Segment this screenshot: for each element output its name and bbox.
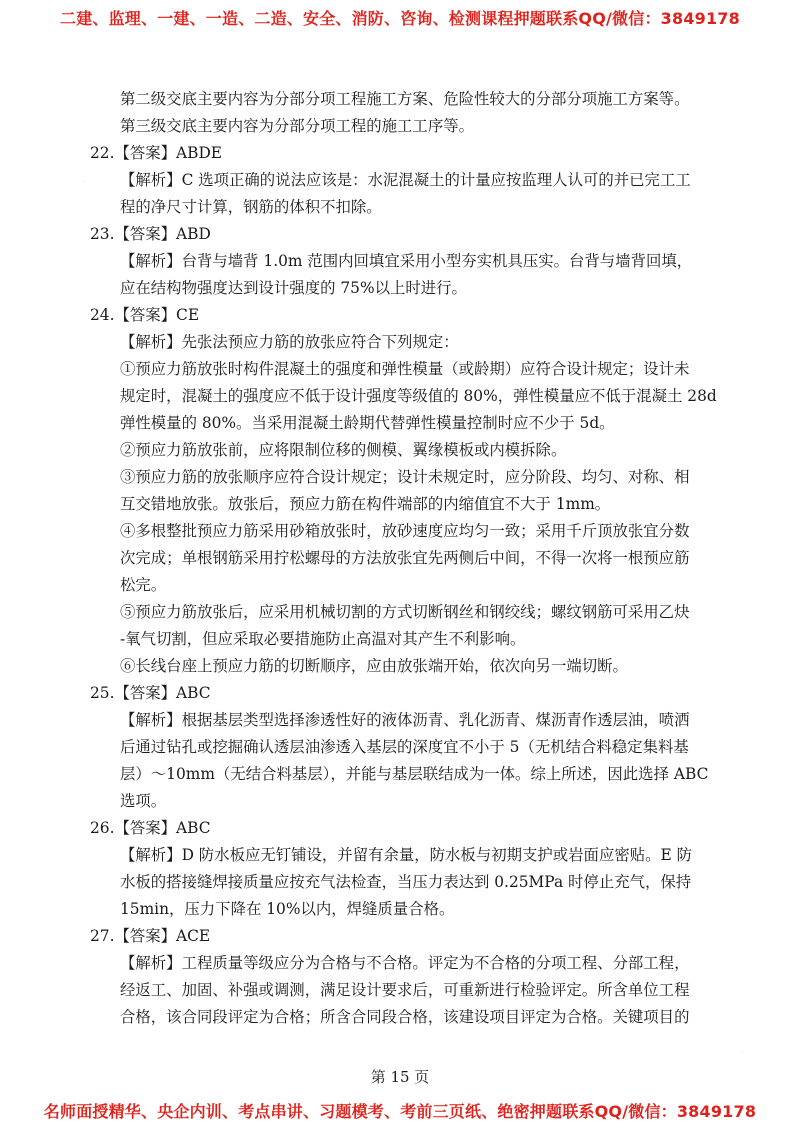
analysis-line: -氧气切割，但应采取必要措施防止高温对其产生不利影响。 [120,630,526,648]
analysis-line: ⑥长线台座上预应力筋的切断顺序，应由放张端开始，依次向另一端切断。 [120,657,628,675]
document-body [90,86,720,1031]
answer-26-head: 26.【答案】ABC [90,819,211,837]
analysis-line: 水板的搭接缝焊接质量应按充气法检查，当压力表达到 0.25MPa 时停止充气，保持 [120,873,692,891]
analysis-line: 后通过钻孔或挖掘确认透层油渗透入基层的深度宜不小于 5（无机结合料稳定集料基 [120,738,689,756]
analysis-line: 规定时，混凝土的强度应不低于设计强度等级值的 80%，弹性模量应不低于混凝土 28d [120,387,717,405]
analysis-line: ④多根整批预应力筋采用砂箱放张时，放砂速度应均匀一致；采用千斤顶放张宜分数 [120,522,690,540]
analysis-line: 互交错地放张。放张后，预应力筋在构件端部的内缩值宜不大于 1mm。 [120,495,611,513]
analysis-line: 选项。 [120,792,167,810]
analysis-line: 【解析】D 防水板应无钉铺设，并留有余量，防水板与初期支护或岩面应密贴。E 防 [120,846,693,864]
analysis-line: 【解析】C 选项正确的说法应该是：水泥混凝土的计量应按监理人认可的并已完工工 [120,171,691,189]
analysis-line: ③预应力筋的放张顺序应符合设计规定；设计未规定时，应分阶段、均匀、对称、相 [120,468,690,486]
analysis-line: 程的净尺寸计算，钢筋的体积不扣除。 [120,198,382,216]
analysis-line: 【解析】根据基层类型选择渗透性好的液体沥青、乳化沥青、煤沥青作透层油，喷洒 [120,711,690,729]
analysis-line: 层）～10mm（无结合料基层），并能与基层联结成为一体。综上所述，因此选择 ABC [120,765,709,783]
analysis-line: 经返工、加固、补强或调测，满足设计要求后，可重新进行检验评定。所含单位工程 [120,981,690,999]
analysis-line: 次完成；单根钢筋采用拧松螺母的方法放张宜先两侧后中间，不得一次将一根预应筋 [120,549,690,567]
analysis-line: 【解析】先张法预应力筋的放张应符合下列规定： [120,333,459,351]
analysis-line: ⑤预应力筋放张后，应采用机械切割的方式切断钢丝和钢绞线；螺纹钢筋可采用乙炔 [120,603,690,621]
watermark-right: · [740,1048,746,1056]
analysis-line: 合格，该合同段评定为合格；所含合同段合格，该建设项目评定为合格。关键项目的 [120,1008,690,1026]
answer-27-head: 27.【答案】ACE [90,927,211,945]
analysis-line: 15min，压力下降在 10%以内，焊缝质量合格。 [120,900,455,918]
intro-line: 第二级交底主要内容为分部分项工程施工方案、危险性较大的分部分项施工方案等。 [120,90,690,108]
intro-line: 第三级交底主要内容为分部分项工程的施工工序等。 [120,117,474,135]
analysis-line: 【解析】工程质量等级应分为合格与不合格。评定为不合格的分项工程、分部工程， [120,954,690,972]
answer-25-head: 25.【答案】ABC [90,684,211,702]
answer-22-head: 22.【答案】ABDE [90,144,223,162]
watermark-left: · [82,177,87,186]
header-banner: 二建、监理、一建、一造、二造、安全、消防、咨询、检测课程押题联系QQ/微信：3849178 [60,9,740,28]
analysis-line: 应在结构物强度达到设计强度的 75%以上时进行。 [120,279,467,297]
page-number: 第 15 页 [370,1068,430,1086]
analysis-line: ②预应力筋放张前，应将限制位移的侧模、翼缘模板或内模拆除。 [120,441,567,459]
analysis-line: 弹性模量的 80%。当采用混凝土龄期代替弹性模量控制时应不少于 5d。 [120,414,615,432]
analysis-line: ①预应力筋放张时构件混凝土的强度和弹性模量（或龄期）应符合设计规定；设计未 [120,360,690,378]
footer-banner: 名师面授精华、央企内训、考点串讲、习题模考、考前三页纸、绝密押题联系QQ/微信：3849178 [43,1102,757,1121]
answer-24-head: 24.【答案】CE [90,306,200,324]
analysis-line: 松完。 [120,576,167,594]
analysis-line: 【解析】台背与墙背 1.0m 范围内回填宜采用小型夯实机具压实。台背与墙背回填， [120,252,693,270]
answer-23-head: 23.【答案】ABD [90,225,211,243]
